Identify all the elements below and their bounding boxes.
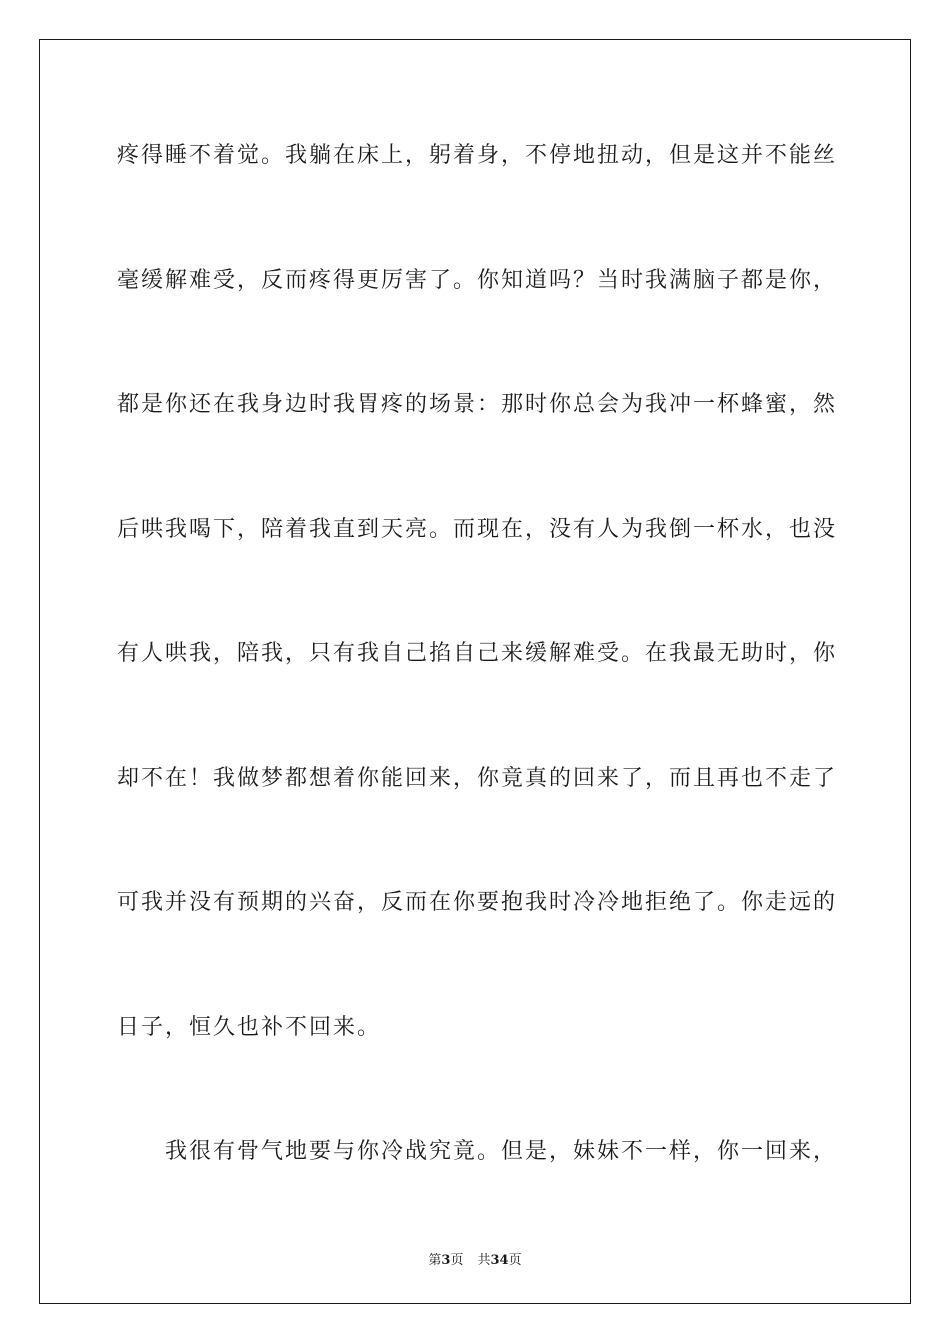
text-line: 有人哄我，陪我，只有我自己掐自己来缓解难受。在我最无助时，你 — [117, 641, 838, 666]
page-border — [39, 39, 911, 1304]
text-line: 毫缓解难受，反而疼得更厉害了。你知道吗？当时我满脑子都是你， — [117, 268, 838, 293]
text-line: 日子，恒久也补不回来。 — [117, 1015, 382, 1040]
page-prefix: 第 — [428, 1253, 442, 1268]
page-suffix: 页 — [450, 1253, 464, 1268]
total-prefix: 共 — [477, 1253, 491, 1268]
text-line: 后哄我喝下，陪着我直到天亮。而现在，没有人为我倒一杯水，也没 — [117, 517, 838, 542]
text-line: 却不在！我做梦都想着你能回来，你竟真的回来了，而且再也不走了 — [117, 766, 838, 791]
total-pages: 34 — [490, 1253, 509, 1268]
page-footer — [0, 1249, 950, 1268]
page-number: 3 — [441, 1253, 451, 1268]
text-line: 疼得睡不着觉。我躺在床上，躬着身，不停地扭动，但是这并不能丝 — [117, 143, 838, 168]
total-suffix: 页 — [508, 1253, 522, 1268]
text-line: 我很有骨气地要与你冷战究竟。但是，妹妹不一样，你一回来， — [117, 1139, 838, 1164]
text-line: 可我并没有预期的兴奋，反而在你要抱我时冷冷地拒绝了。你走远的 — [117, 890, 838, 915]
text-line: 都是你还在我身边时我胃疼的场景：那时你总会为我冲一杯蜂蜜，然 — [117, 392, 838, 417]
